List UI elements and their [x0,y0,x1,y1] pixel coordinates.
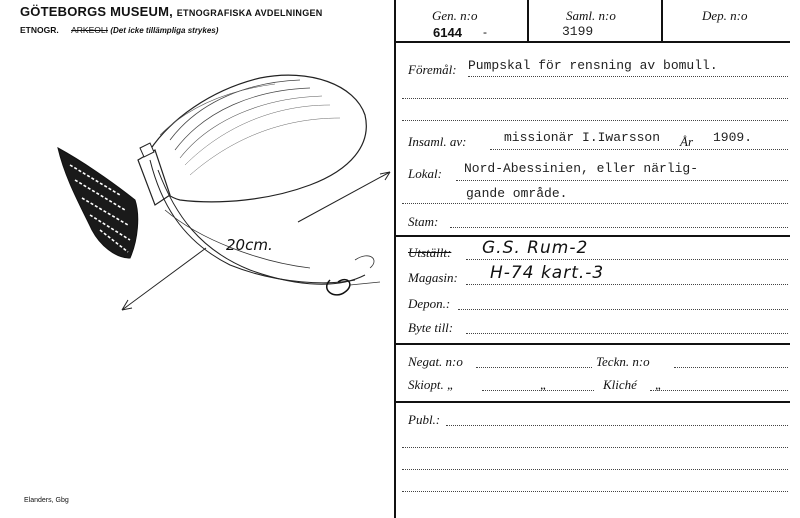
magasin-line [466,284,788,285]
ar-label: År [680,134,693,149]
saml-label: Saml. n:o [566,8,616,23]
cliche-line [650,390,788,391]
card-left-border [394,0,396,518]
header-sep-2 [661,0,663,41]
cliche-ditto: „ [655,377,663,392]
section-divider-3 [396,401,790,403]
insaml-value: missionär I.Iwarsson [504,130,661,145]
gen-label: Gen. n:o [432,8,478,23]
foremal-line [468,76,788,77]
insaml-line [490,149,788,150]
saml-number: 3199 [562,24,594,39]
section-divider-2 [396,343,790,345]
strike-note: (Det icke tillämpliga strykes) [110,26,219,35]
magasin-value: H-74 kart.-3 [490,263,605,283]
dimension-label: 20cm. [226,236,273,254]
foremal-label: Föremål: [408,62,457,77]
object-sketch [0,0,394,518]
foremal-line-2 [402,98,788,99]
utstallt-label: Utställt: [408,245,452,260]
depon-label: Depon.: [408,296,451,311]
byte-line [466,333,788,334]
section-divider-1 [396,235,790,237]
ar-value: 1909. [713,130,753,145]
gen-dash: - [483,25,487,39]
arkeol-label: ARKEOLI [71,25,108,35]
utstallt-value: G.S. Rum-2 [482,238,589,258]
gen-number: 6144 [433,25,462,40]
negat-label: Negat. n:o [408,354,463,369]
publ-line-4 [402,491,788,492]
publ-line-3 [402,469,788,470]
teckn-label: Teckn. n:o [596,354,650,369]
skiopt-line [482,390,594,391]
museum-name: GÖTEBORGS MUSEUM, [20,4,173,19]
printer-name: Elanders, Gbg [24,497,69,504]
stam-line [450,227,788,228]
dep-label: Dep. n:o [702,8,748,23]
publ-label: Publ.: [408,412,441,427]
magasin-label: Magasin: [408,270,458,285]
utstallt-line [466,259,788,260]
lokal-line-2 [402,203,788,204]
lokal-label: Lokal: [408,166,442,181]
skiopt-ditto: „ [540,377,548,392]
foremal-value: Pumpskal för rensning av bomull. [468,58,718,73]
teckn-line [674,367,788,368]
lokal-value-1: Nord-Abessinien, eller närlig- [464,161,699,176]
depon-line [458,309,788,310]
publ-line-1 [446,425,788,426]
department-name: ETNOGRAFISKA AVDELNINGEN [176,8,323,18]
header-divider [396,41,790,43]
byte-label: Byte till: [408,320,454,335]
skiopt-label: Skiopt. „ [408,377,455,392]
stam-label: Stam: [408,214,439,229]
lokal-line [456,180,788,181]
header-sep-1 [527,0,529,41]
negat-line [476,367,592,368]
insaml-label: Insaml. av: [408,134,467,149]
cliche-label: Kliché [603,377,637,392]
foremal-line-3 [402,120,788,121]
etnogr-label: ETNOGR. [20,25,59,35]
lokal-value-2: gande område. [466,186,568,201]
publ-line-2 [402,447,788,448]
